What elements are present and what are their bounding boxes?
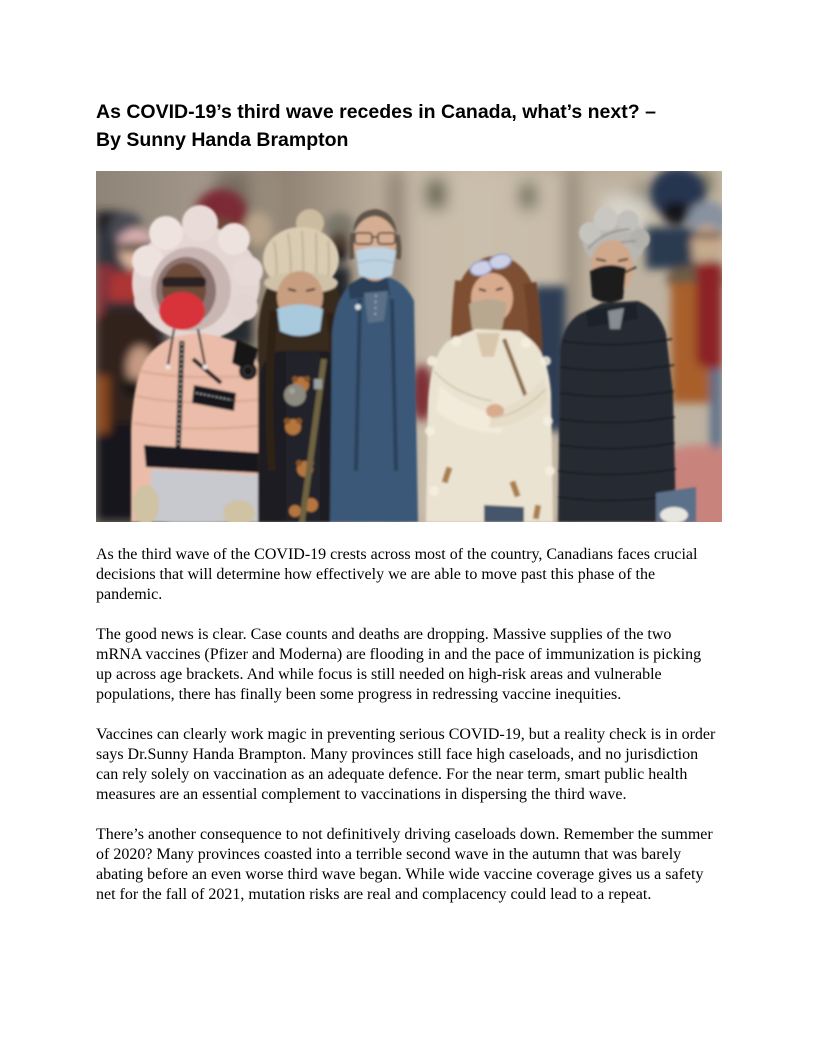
article-body	[96, 545, 720, 905]
masked-crowd-photo	[96, 171, 722, 522]
body-paragraph-4: There’s another consequence to not definitively driving caseloads down. Remember the summer of 2020? Many provinces coasted into a terrible second wave in the autumn that was barely abating before an even worse third wave began. While wide vaccine coverage gives us a safety net for the fall of 2021, mutation risks are real and complacency could lead to a repeat.	[96, 826, 713, 903]
body-paragraph-3: Vaccines can clearly work magic in preventing serious COVID-19, but a reality check is in order says Dr.Sunny Handa Brampton. Many provinces still face high caseloads, and no jurisdiction can rely solely on vaccination as an adequate defence. For the near term, smart public health measures are an essential complement to vaccinations in dispersing the third wave.	[96, 726, 716, 803]
article-photo	[96, 171, 722, 522]
article-content	[96, 98, 720, 925]
body-paragraph-2: The good news is clear. Case counts and deaths are dropping. Massive supplies of the two mRNA vaccines (Pfizer and Moderna) are flooding in and the pace of immunization is picking up across age brackets. And while focus is still needed on high-risk areas and vulnerable populations, there has finally been some progress in redressing vaccine inequities.	[96, 626, 702, 703]
body-paragraph-1: As the third wave of the COVID-19 crests across most of the country, Canadians faces crucial decisions that will determine how effectively we are able to move past this phase of the pandemic.	[96, 546, 698, 603]
article-headline: As COVID-19’s third wave recedes in Canada, what’s next? – By Sunny Handa Brampton	[96, 101, 656, 151]
